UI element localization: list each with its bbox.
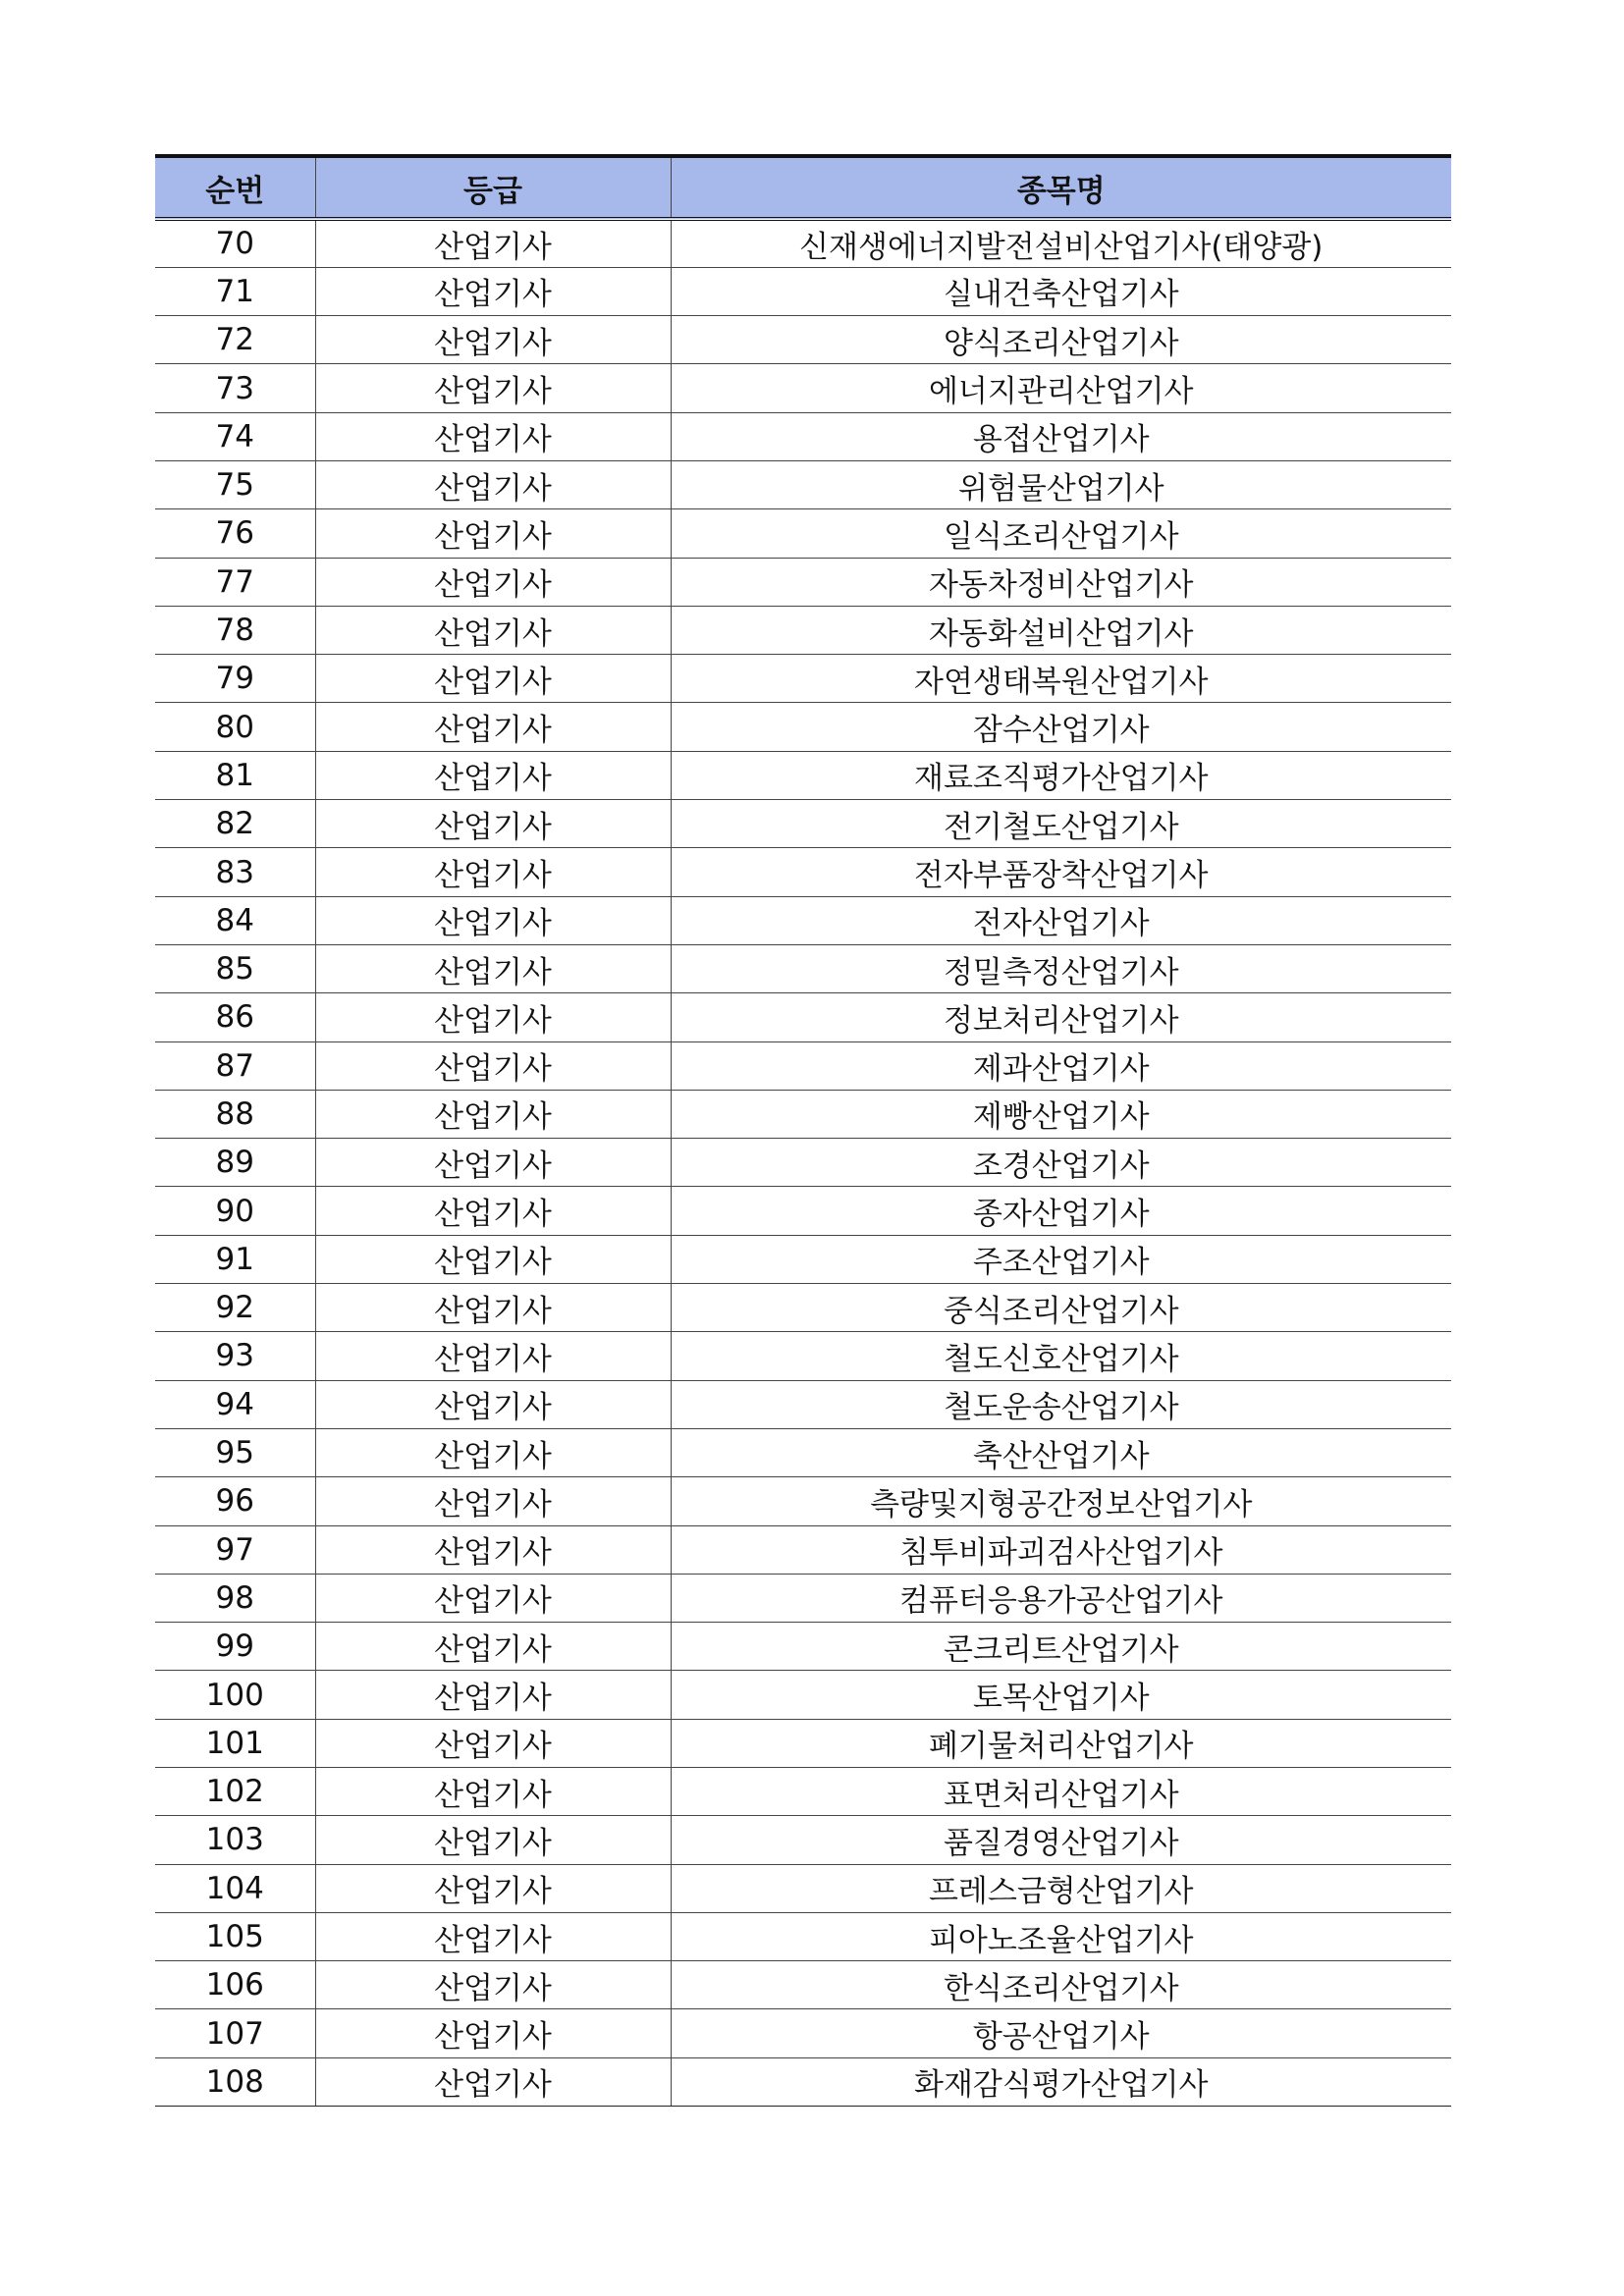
cell-serial-number: 97 [155, 1525, 315, 1574]
cell-item-name: 정보처리산업기사 [671, 993, 1451, 1041]
cell-grade: 산업기사 [315, 1768, 671, 1816]
cell-item-name: 한식조리산업기사 [671, 1961, 1451, 2009]
cell-serial-number: 103 [155, 1816, 315, 1864]
cell-grade: 산업기사 [315, 944, 671, 992]
table-row [155, 1041, 1451, 1090]
cell-grade: 산업기사 [315, 1284, 671, 1332]
table-row [155, 558, 1451, 606]
cell-item-name: 컴퓨터응용가공산업기사 [671, 1574, 1451, 1622]
cell-grade: 산업기사 [315, 1187, 671, 1235]
cell-grade: 산업기사 [315, 460, 671, 508]
cell-item-name: 프레스금형산업기사 [671, 1864, 1451, 1912]
header-item-name: 종목명 [671, 156, 1451, 219]
table-row [155, 1428, 1451, 1476]
cell-serial-number: 79 [155, 655, 315, 703]
table-row [155, 655, 1451, 703]
header-grade: 등급 [315, 156, 671, 219]
cell-serial-number: 81 [155, 751, 315, 799]
cell-serial-number: 105 [155, 1912, 315, 1960]
cell-grade: 산업기사 [315, 1477, 671, 1525]
cell-item-name: 축산산업기사 [671, 1428, 1451, 1476]
table-body [155, 219, 1451, 2107]
table-row [155, 1477, 1451, 1525]
cell-grade: 산업기사 [315, 703, 671, 751]
cell-grade: 산업기사 [315, 993, 671, 1041]
table-row [155, 2009, 1451, 2057]
cell-serial-number: 77 [155, 558, 315, 606]
table-row [155, 1235, 1451, 1283]
table-row [155, 1961, 1451, 2009]
cell-item-name: 자동화설비산업기사 [671, 606, 1451, 654]
cell-item-name: 제과산업기사 [671, 1041, 1451, 1090]
cell-grade: 산업기사 [315, 1719, 671, 1767]
cell-grade: 산업기사 [315, 412, 671, 460]
table-header [155, 156, 1451, 219]
cell-grade: 산업기사 [315, 1525, 671, 1574]
cell-serial-number: 75 [155, 460, 315, 508]
cell-grade: 산업기사 [315, 1380, 671, 1428]
cell-item-name: 정밀측정산업기사 [671, 944, 1451, 992]
cell-serial-number: 88 [155, 1090, 315, 1138]
cell-item-name: 주조산업기사 [671, 1235, 1451, 1283]
cell-serial-number: 91 [155, 1235, 315, 1283]
cell-item-name: 피아노조율산업기사 [671, 1912, 1451, 1960]
cell-serial-number: 93 [155, 1332, 315, 1380]
cell-item-name: 일식조리산업기사 [671, 509, 1451, 558]
cell-grade: 산업기사 [315, 316, 671, 364]
table-row [155, 2057, 1451, 2106]
cell-serial-number: 78 [155, 606, 315, 654]
cell-serial-number: 100 [155, 1671, 315, 1719]
cell-grade: 산업기사 [315, 1912, 671, 1960]
table-row [155, 460, 1451, 508]
qualification-table [155, 154, 1451, 2107]
cell-grade: 산업기사 [315, 800, 671, 848]
cell-serial-number: 80 [155, 703, 315, 751]
cell-item-name: 폐기물처리산업기사 [671, 1719, 1451, 1767]
cell-grade: 산업기사 [315, 751, 671, 799]
table-row [155, 1187, 1451, 1235]
cell-serial-number: 101 [155, 1719, 315, 1767]
cell-item-name: 철도신호산업기사 [671, 1332, 1451, 1380]
table-row [155, 703, 1451, 751]
table-row [155, 1671, 1451, 1719]
cell-grade: 산업기사 [315, 1961, 671, 2009]
cell-item-name: 품질경영산업기사 [671, 1816, 1451, 1864]
cell-item-name: 측량및지형공간정보산업기사 [671, 1477, 1451, 1525]
cell-serial-number: 73 [155, 364, 315, 412]
table-row [155, 944, 1451, 992]
cell-serial-number: 98 [155, 1574, 315, 1622]
cell-serial-number: 84 [155, 896, 315, 944]
cell-serial-number: 74 [155, 412, 315, 460]
cell-grade: 산업기사 [315, 364, 671, 412]
table-row [155, 606, 1451, 654]
table-row [155, 1864, 1451, 1912]
cell-item-name: 전자부품장착산업기사 [671, 848, 1451, 896]
table-row [155, 1768, 1451, 1816]
cell-item-name: 양식조리산업기사 [671, 316, 1451, 364]
cell-serial-number: 94 [155, 1380, 315, 1428]
table-row [155, 1574, 1451, 1622]
cell-item-name: 위험물산업기사 [671, 460, 1451, 508]
cell-grade: 산업기사 [315, 896, 671, 944]
table-row [155, 896, 1451, 944]
cell-grade: 산업기사 [315, 1574, 671, 1622]
cell-item-name: 재료조직평가산업기사 [671, 751, 1451, 799]
cell-serial-number: 70 [155, 219, 315, 267]
cell-serial-number: 90 [155, 1187, 315, 1235]
cell-item-name: 제빵산업기사 [671, 1090, 1451, 1138]
cell-grade: 산업기사 [315, 1671, 671, 1719]
cell-item-name: 중식조리산업기사 [671, 1284, 1451, 1332]
cell-serial-number: 89 [155, 1139, 315, 1187]
table-row [155, 1090, 1451, 1138]
cell-grade: 산업기사 [315, 2009, 671, 2057]
cell-grade: 산업기사 [315, 1623, 671, 1671]
cell-serial-number: 86 [155, 993, 315, 1041]
cell-item-name: 종자산업기사 [671, 1187, 1451, 1235]
cell-serial-number: 85 [155, 944, 315, 992]
cell-grade: 산업기사 [315, 267, 671, 315]
table-row [155, 412, 1451, 460]
cell-serial-number: 102 [155, 1768, 315, 1816]
cell-item-name: 자동차정비산업기사 [671, 558, 1451, 606]
table-row [155, 219, 1451, 267]
table-row [155, 267, 1451, 315]
cell-item-name: 에너지관리산업기사 [671, 364, 1451, 412]
cell-item-name: 신재생에너지발전설비산업기사(태양광) [671, 219, 1451, 267]
cell-serial-number: 87 [155, 1041, 315, 1090]
cell-item-name: 용접산업기사 [671, 412, 1451, 460]
cell-serial-number: 106 [155, 1961, 315, 2009]
cell-grade: 산업기사 [315, 1332, 671, 1380]
table-row [155, 1816, 1451, 1864]
cell-serial-number: 95 [155, 1428, 315, 1476]
cell-item-name: 자연생태복원산업기사 [671, 655, 1451, 703]
header-serial-number: 순번 [155, 156, 315, 219]
cell-item-name: 실내건축산업기사 [671, 267, 1451, 315]
cell-item-name: 조경산업기사 [671, 1139, 1451, 1187]
table-row [155, 1525, 1451, 1574]
cell-item-name: 화재감식평가산업기사 [671, 2057, 1451, 2106]
cell-serial-number: 82 [155, 800, 315, 848]
cell-grade: 산업기사 [315, 1428, 671, 1476]
cell-grade: 산업기사 [315, 848, 671, 896]
cell-item-name: 항공산업기사 [671, 2009, 1451, 2057]
cell-serial-number: 83 [155, 848, 315, 896]
cell-serial-number: 76 [155, 509, 315, 558]
table-row [155, 1380, 1451, 1428]
cell-grade: 산업기사 [315, 1235, 671, 1283]
cell-item-name: 표면처리산업기사 [671, 1768, 1451, 1816]
cell-serial-number: 72 [155, 316, 315, 364]
cell-grade: 산업기사 [315, 2057, 671, 2106]
cell-serial-number: 104 [155, 1864, 315, 1912]
table-row [155, 848, 1451, 896]
cell-item-name: 잠수산업기사 [671, 703, 1451, 751]
table-row [155, 1332, 1451, 1380]
cell-serial-number: 92 [155, 1284, 315, 1332]
table-row [155, 1623, 1451, 1671]
table-row [155, 993, 1451, 1041]
cell-serial-number: 108 [155, 2057, 315, 2106]
cell-serial-number: 107 [155, 2009, 315, 2057]
table-row [155, 316, 1451, 364]
cell-grade: 산업기사 [315, 655, 671, 703]
cell-grade: 산업기사 [315, 1139, 671, 1187]
cell-serial-number: 96 [155, 1477, 315, 1525]
cell-item-name: 토목산업기사 [671, 1671, 1451, 1719]
cell-serial-number: 71 [155, 267, 315, 315]
table-row [155, 1284, 1451, 1332]
table-row [155, 751, 1451, 799]
cell-grade: 산업기사 [315, 509, 671, 558]
cell-grade: 산업기사 [315, 1090, 671, 1138]
cell-item-name: 콘크리트산업기사 [671, 1623, 1451, 1671]
table-row [155, 364, 1451, 412]
cell-grade: 산업기사 [315, 1864, 671, 1912]
cell-serial-number: 99 [155, 1623, 315, 1671]
cell-grade: 산업기사 [315, 219, 671, 267]
cell-item-name: 침투비파괴검사산업기사 [671, 1525, 1451, 1574]
table-row [155, 1719, 1451, 1767]
cell-item-name: 전자산업기사 [671, 896, 1451, 944]
table-row [155, 509, 1451, 558]
cell-grade: 산업기사 [315, 1816, 671, 1864]
cell-item-name: 철도운송산업기사 [671, 1380, 1451, 1428]
header-row [155, 156, 1451, 219]
cell-grade: 산업기사 [315, 1041, 671, 1090]
cell-item-name: 전기철도산업기사 [671, 800, 1451, 848]
table-row [155, 1912, 1451, 1960]
table-row [155, 800, 1451, 848]
cell-grade: 산업기사 [315, 606, 671, 654]
cell-grade: 산업기사 [315, 558, 671, 606]
table-row [155, 1139, 1451, 1187]
